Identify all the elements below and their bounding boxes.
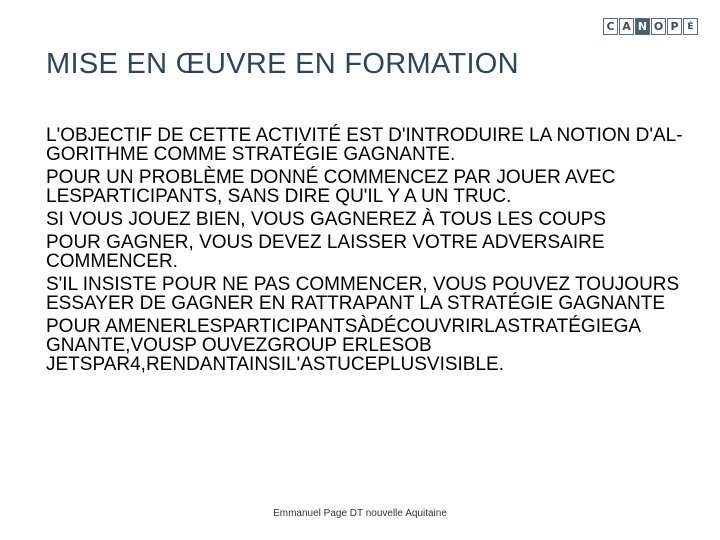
body-paragraph: POUR GAGNER, VOUS DEVEZ LAISSER VOTRE ADVERSAIRE COMMENCER. [46, 232, 605, 272]
logo-letter-a: A [619, 18, 634, 35]
body-paragraph: POUR UN PROBLÈME DONNÉ COMMENCEZ PAR JOUER AVEC LESPARTICIPANTS, SANS DIRE QU'IL Y A UN TRUC. [46, 167, 616, 207]
slide-body [46, 126, 686, 378]
body-paragraph: L'OBJECTIF DE CETTE ACTIVITÉ EST D'INTRODUIRE LA NOTION D'AL-GORITHME COMME STRATÉGIE GAGNANTE. [46, 125, 683, 165]
logo-letter-o: O [651, 18, 666, 35]
canope-logo [603, 18, 698, 35]
body-paragraph: SI VOUS JOUEZ BIEN, VOUS GAGNEREZ À TOUS LES COUPS [46, 209, 606, 230]
body-paragraph: POUR AMENERLESPARTICIPANTSÀDÉCOUVRIRLASTRATÉGIEGA GNANTE,VOUSP OUVEZGROUP ERLESOB JETSPAR4,RENDANTAINSIL'ASTUCEPLUSVISIBLE. [46, 316, 641, 375]
logo-letter-n: N [635, 18, 650, 35]
logo-letter-c: C [603, 18, 618, 35]
slide-title: MISE EN ŒUVRE EN FORMATION [46, 48, 519, 80]
body-paragraph: S'IL INSISTE POUR NE PAS COMMENCER, VOUS POUVEZ TOUJOURS ESSAYER DE GAGNER EN RATTRAPANT LA STRATÉGIE GAGNANTE [46, 274, 680, 314]
logo-letter-p: P [667, 18, 682, 35]
slide-footer: Emmanuel Page DT nouvelle Aquitaine [273, 508, 447, 519]
logo-letter-e: É [683, 18, 698, 35]
